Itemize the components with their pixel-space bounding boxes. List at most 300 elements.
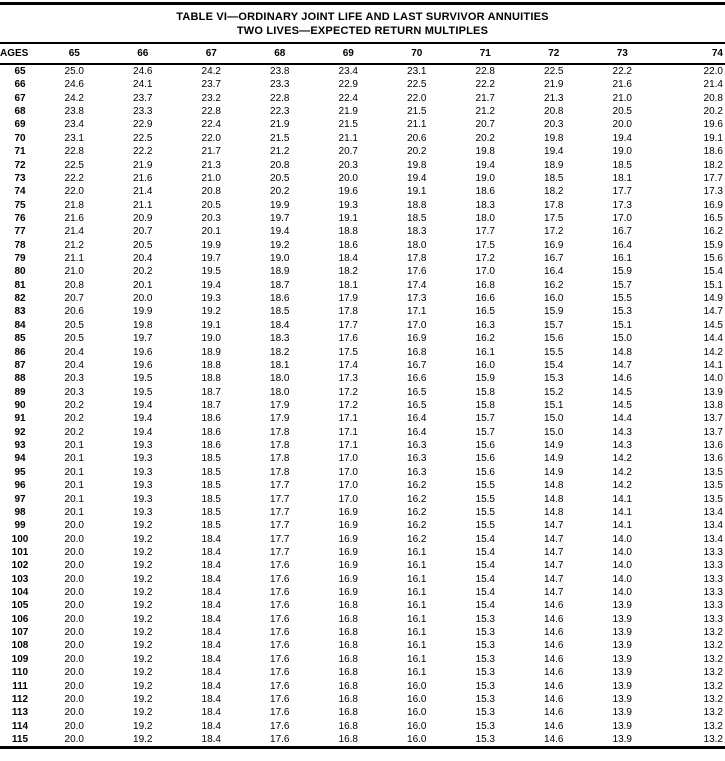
table-cell: 24.1: [133, 79, 153, 91]
table-cell: 18.8: [407, 199, 427, 211]
table-cell: 19.4: [270, 226, 290, 238]
table-cell: 22.3: [270, 106, 290, 118]
table-cell: 18.4: [270, 319, 290, 331]
table-cell: 18.3: [270, 333, 290, 345]
table-cell: 17.6: [270, 613, 290, 625]
table-cell: 18.5: [612, 159, 632, 171]
table-cell: 16.0: [407, 707, 427, 719]
table-cell: 18.2: [703, 159, 723, 171]
table-cell: 17.8: [270, 453, 290, 465]
table-cell: 13.9: [612, 653, 632, 665]
table-cell: 21.0: [201, 172, 221, 184]
table-cell: 17.7: [270, 506, 290, 518]
age-label: 92: [14, 426, 26, 438]
table-cell: 13.9: [703, 386, 723, 398]
table-row-age-93: [0, 439, 725, 452]
table-cell: 15.7: [612, 279, 632, 291]
table-cell: 16.8: [338, 640, 358, 652]
table-cell: 16.2: [544, 279, 564, 291]
age-label: 113: [11, 707, 29, 719]
table-cell: 20.6: [64, 306, 84, 318]
age-label: 103: [11, 573, 29, 585]
table-cell: 19.2: [133, 587, 153, 599]
table-row-age-102: [0, 559, 725, 572]
table-cell: 13.5: [703, 493, 723, 505]
table-cell: 19.6: [338, 186, 358, 198]
table-cell: 18.4: [201, 653, 221, 665]
table-cell: 14.6: [544, 600, 564, 612]
table-cell: 20.4: [64, 346, 84, 358]
age-label: 68: [14, 106, 26, 118]
table-cell: 14.1: [612, 493, 632, 505]
table-title-line-1: TABLE VI—ORDINARY JOINT LIFE AND LAST SURVIVOR ANNUITIES: [176, 11, 549, 23]
table-cell: 14.8: [544, 480, 564, 492]
table-cell: 16.9: [338, 520, 358, 532]
table-cell: 15.5: [612, 293, 632, 305]
table-cell: 14.9: [544, 466, 564, 478]
table-cell: 19.1: [338, 212, 358, 224]
table-cell: 14.2: [612, 480, 632, 492]
table-cell: 15.3: [475, 707, 495, 719]
table-cell: 19.2: [133, 600, 153, 612]
table-cell: 20.6: [407, 132, 427, 144]
table-cell: 18.4: [201, 546, 221, 558]
table-cell: 16.0: [407, 733, 427, 745]
table-cell: 20.0: [133, 293, 153, 305]
table-row-age-97: [0, 493, 725, 506]
table-row-age-86: [0, 346, 725, 359]
table-cell: 14.8: [612, 346, 632, 358]
table-cell: 18.3: [475, 199, 495, 211]
column-header-67: 67: [177, 43, 246, 64]
table-cell: 17.8: [270, 466, 290, 478]
table-cell: 17.6: [270, 573, 290, 585]
table-row-age-85: [0, 332, 725, 345]
table-cell: 21.5: [270, 132, 290, 144]
table-cell: 21.7: [475, 92, 495, 104]
table-cell: 16.0: [407, 680, 427, 692]
table-cell: 14.0: [612, 587, 632, 599]
table-cell: 20.0: [338, 172, 358, 184]
table-cell: 13.9: [612, 693, 632, 705]
table-cell: 19.0: [270, 253, 290, 265]
age-label: 95: [14, 466, 26, 478]
table-cell: 20.0: [64, 693, 84, 705]
table-cell: 16.0: [407, 720, 427, 732]
column-header-65: 65: [40, 43, 109, 64]
table-cell: 14.5: [612, 399, 632, 411]
table-cell: 15.6: [703, 253, 723, 265]
table-cell: 19.8: [475, 146, 495, 158]
table-cell: 21.6: [612, 79, 632, 91]
table-cell: 17.1: [338, 413, 358, 425]
table-cell: 13.9: [612, 707, 632, 719]
table-cell: 16.1: [612, 253, 632, 265]
table-cell: 14.6: [544, 707, 564, 719]
table-cell: 18.9: [270, 266, 290, 278]
age-label: 91: [14, 413, 26, 425]
table-row-age-96: [0, 479, 725, 492]
table-cell: 18.4: [201, 720, 221, 732]
table-row-age-73: [0, 172, 725, 185]
table-cell: 19.2: [133, 520, 153, 532]
table-cell: 16.7: [544, 253, 564, 265]
table-row-age-112: [0, 693, 725, 706]
table-row-age-105: [0, 599, 725, 612]
table-cell: 18.4: [201, 587, 221, 599]
table-cell: 16.4: [407, 413, 427, 425]
table-cell: 20.1: [64, 466, 84, 478]
table-cell: 15.5: [544, 346, 564, 358]
table-cell: 21.7: [201, 146, 221, 158]
table-cell: 18.8: [201, 373, 221, 385]
table-cell: 15.4: [475, 600, 495, 612]
table-cell: 20.1: [64, 506, 84, 518]
table-cell: 19.3: [133, 506, 153, 518]
table-cell: 20.3: [338, 159, 358, 171]
table-row-age-87: [0, 359, 725, 372]
table-cell: 20.0: [64, 680, 84, 692]
table-cell: 20.9: [133, 212, 153, 224]
table-cell: 17.6: [270, 707, 290, 719]
table-row-age-74: [0, 185, 725, 198]
table-cell: 19.6: [133, 346, 153, 358]
table-cell: 13.5: [703, 480, 723, 492]
table-cell: 21.6: [133, 172, 153, 184]
column-header-68: 68: [246, 43, 315, 64]
table-cell: 15.3: [475, 720, 495, 732]
table-row-age-81: [0, 279, 725, 292]
table-row-age-115: [0, 733, 725, 746]
table-cell: 23.3: [133, 106, 153, 118]
table-cell: 20.3: [64, 373, 84, 385]
table-row-age-113: [0, 706, 725, 719]
table-cell: 18.4: [201, 733, 221, 745]
table-row-age-89: [0, 386, 725, 399]
table-cell: 16.9: [338, 506, 358, 518]
table-cell: 17.0: [338, 466, 358, 478]
table-cell: 18.5: [201, 506, 221, 518]
age-label: 84: [14, 319, 26, 331]
table-cell: 15.5: [475, 480, 495, 492]
table-cell: 22.0: [64, 186, 84, 198]
table-cell: 16.2: [407, 493, 427, 505]
table-cell: 16.2: [475, 333, 495, 345]
table-cell: 13.9: [612, 720, 632, 732]
age-label: 87: [14, 359, 26, 371]
table-cell: 14.7: [544, 546, 564, 558]
table-cell: 20.0: [64, 707, 84, 719]
table-cell: 20.1: [64, 480, 84, 492]
table-title-line-2: TWO LIVES—EXPECTED RETURN MULTIPLES: [236, 25, 489, 37]
age-label: 79: [14, 253, 26, 265]
table-cell: 22.5: [133, 132, 153, 144]
table-cell: 14.4: [612, 413, 632, 425]
table-cell: 16.1: [407, 600, 427, 612]
age-label: 111: [12, 680, 28, 692]
table-cell: 14.0: [612, 546, 632, 558]
table-cell: 21.9: [544, 79, 564, 91]
table-cell: 18.4: [201, 707, 221, 719]
table-cell: 18.5: [544, 172, 564, 184]
age-label: 90: [14, 399, 26, 411]
table-row-age-92: [0, 426, 725, 439]
table-cell: 20.7: [475, 119, 495, 131]
table-cell: 16.9: [544, 239, 564, 251]
table-row-age-101: [0, 546, 725, 559]
age-label: 99: [14, 520, 26, 532]
table-cell: 19.2: [133, 653, 153, 665]
table-cell: 17.5: [544, 212, 564, 224]
table-cell: 13.2: [703, 627, 723, 639]
table-cell: 23.3: [270, 79, 290, 91]
table-cell: 14.6: [544, 693, 564, 705]
table-cell: 20.8: [544, 106, 564, 118]
age-label: 112: [11, 693, 29, 705]
age-label: 75: [14, 199, 26, 211]
column-header-66: 66: [109, 43, 178, 64]
table-cell: 22.4: [338, 92, 358, 104]
table-cell: 21.2: [64, 239, 84, 251]
table-cell: 19.4: [407, 172, 427, 184]
table-cell: 17.2: [544, 226, 564, 238]
table-cell: 19.3: [133, 480, 153, 492]
column-header-74: 74: [657, 43, 725, 64]
age-label: 89: [14, 386, 26, 398]
table-cell: 18.6: [270, 293, 290, 305]
table-cell: 15.3: [612, 306, 632, 318]
table-cell: 20.2: [407, 146, 427, 158]
table-row-age-76: [0, 212, 725, 225]
table-cell: 22.0: [201, 132, 221, 144]
table-title-block: [0, 5, 725, 42]
table-cell: 15.9: [475, 373, 495, 385]
table-cell: 16.4: [612, 239, 632, 251]
age-label: 115: [11, 733, 29, 745]
table-cell: 21.2: [270, 146, 290, 158]
table-cell: 19.9: [133, 306, 153, 318]
table-cell: 14.0: [703, 373, 723, 385]
table-cell: 17.6: [338, 333, 358, 345]
table-row-age-80: [0, 265, 725, 278]
table-cell: 21.3: [544, 92, 564, 104]
table-cell: 22.8: [64, 146, 84, 158]
table-cell: 14.2: [703, 346, 723, 358]
table-cell: 21.4: [703, 79, 723, 91]
table-cell: 17.1: [338, 440, 358, 452]
table-header-row: [0, 43, 725, 64]
table-cell: 19.6: [703, 119, 723, 131]
table-cell: 16.0: [475, 359, 495, 371]
table-cell: 20.4: [133, 253, 153, 265]
table-cell: 20.8: [270, 159, 290, 171]
table-cell: 19.4: [133, 399, 153, 411]
table-cell: 17.0: [338, 453, 358, 465]
table-cell: 19.0: [201, 333, 221, 345]
table-cell: 13.6: [703, 453, 723, 465]
table-cell: 19.2: [133, 693, 153, 705]
table-cell: 15.0: [544, 413, 564, 425]
table-cell: 15.9: [544, 306, 564, 318]
age-label: 85: [14, 333, 26, 345]
age-label: 106: [11, 613, 29, 625]
table-cell: 17.4: [407, 279, 427, 291]
table-cell: 16.1: [407, 587, 427, 599]
table-cell: 17.2: [338, 386, 358, 398]
table-row-age-100: [0, 533, 725, 546]
table-cell: 15.4: [475, 587, 495, 599]
table-cell: 16.7: [407, 359, 427, 371]
table-cell: 16.3: [407, 440, 427, 452]
table-cell: 16.9: [338, 546, 358, 558]
column-header-70: 70: [383, 43, 452, 64]
table-cell: 14.9: [544, 440, 564, 452]
table-cell: 16.1: [407, 546, 427, 558]
table-cell: 17.6: [270, 693, 290, 705]
table-cell: 18.4: [201, 573, 221, 585]
table-cell: 24.2: [201, 66, 221, 77]
table-cell: 19.4: [133, 413, 153, 425]
table-cell: 16.7: [612, 226, 632, 238]
table-cell: 18.1: [338, 279, 358, 291]
table-cell: 22.2: [133, 146, 153, 158]
table-cell: 19.4: [612, 132, 632, 144]
age-label: 70: [14, 132, 26, 144]
table-cell: 18.6: [475, 186, 495, 198]
table-cell: 16.8: [338, 733, 358, 745]
age-label: 107: [11, 627, 29, 639]
age-label: 67: [14, 92, 26, 104]
table-cell: 22.9: [133, 119, 153, 131]
table-cell: 19.9: [201, 239, 221, 251]
table-cell: 18.7: [201, 386, 221, 398]
age-label: 74: [14, 186, 26, 198]
table-cell: 16.9: [703, 199, 723, 211]
table-cell: 17.6: [270, 653, 290, 665]
table-cell: 20.2: [475, 132, 495, 144]
table-cell: 20.1: [201, 226, 221, 238]
table-cell: 15.3: [475, 613, 495, 625]
table-row-age-70: [0, 132, 725, 145]
table-cell: 20.3: [64, 386, 84, 398]
table-cell: 16.8: [338, 720, 358, 732]
table-cell: 15.6: [475, 440, 495, 452]
age-label: 108: [11, 640, 29, 652]
table-cell: 15.3: [475, 667, 495, 679]
table-cell: 18.4: [201, 600, 221, 612]
age-label: 83: [14, 306, 26, 318]
table-cell: 21.8: [64, 199, 84, 211]
table-cell: 13.2: [703, 667, 723, 679]
table-cell: 17.3: [338, 373, 358, 385]
table-cell: 14.2: [612, 453, 632, 465]
table-cell: 19.3: [133, 453, 153, 465]
column-header-69: 69: [314, 43, 383, 64]
table-cell: 13.4: [703, 533, 723, 545]
table-cell: 14.6: [544, 680, 564, 692]
table-cell: 17.4: [338, 359, 358, 371]
table-cell: 14.2: [612, 466, 632, 478]
table-row-age-114: [0, 720, 725, 733]
age-label: 102: [11, 560, 29, 572]
age-label: 71: [14, 146, 26, 158]
table-cell: 20.0: [64, 653, 84, 665]
table-cell: 19.2: [133, 613, 153, 625]
table-cell: 16.4: [544, 266, 564, 278]
table-cell: 22.8: [270, 92, 290, 104]
table-cell: 16.8: [475, 279, 495, 291]
table-cell: 21.0: [64, 266, 84, 278]
table-cell: 20.0: [612, 119, 632, 131]
table-cell: 16.8: [338, 680, 358, 692]
table-cell: 17.7: [270, 546, 290, 558]
table-cell: 16.1: [407, 667, 427, 679]
table-cell: 15.7: [475, 426, 495, 438]
table-cell: 19.0: [475, 172, 495, 184]
table-cell: 20.1: [64, 440, 84, 452]
table-cell: 13.7: [703, 413, 723, 425]
table-cell: 13.3: [703, 613, 723, 625]
table-cell: 20.2: [64, 399, 84, 411]
table-cell: 17.8: [270, 440, 290, 452]
table-cell: 16.2: [703, 226, 723, 238]
table-cell: 14.1: [703, 359, 723, 371]
table-cell: 22.0: [703, 66, 723, 77]
table-cell: 20.0: [64, 533, 84, 545]
table-cell: 14.0: [612, 533, 632, 545]
table-cell: 16.1: [407, 627, 427, 639]
table-cell: 18.6: [201, 413, 221, 425]
table-cell: 23.1: [64, 132, 84, 144]
table-cell: 14.6: [544, 627, 564, 639]
table-row-age-78: [0, 239, 725, 252]
table-cell: 18.2: [544, 186, 564, 198]
table-cell: 19.2: [133, 720, 153, 732]
table-cell: 15.7: [475, 413, 495, 425]
table-cell: 19.2: [133, 573, 153, 585]
table-cell: 19.3: [338, 199, 358, 211]
table-cell: 18.6: [201, 426, 221, 438]
table-cell: 23.7: [201, 79, 221, 91]
table-cell: 16.2: [407, 520, 427, 532]
column-header-ages: AGES: [0, 43, 40, 64]
table-cell: 15.4: [475, 560, 495, 572]
table-cell: 16.2: [407, 480, 427, 492]
table-cell: 15.3: [475, 680, 495, 692]
table-cell: 20.3: [201, 212, 221, 224]
table-cell: 19.8: [133, 319, 153, 331]
table-cell: 13.3: [703, 573, 723, 585]
table-cell: 23.4: [64, 119, 84, 131]
table-cell: 18.9: [201, 346, 221, 358]
table-cell: 15.1: [703, 279, 723, 291]
table-cell: 13.5: [703, 466, 723, 478]
table-cell: 17.7: [270, 533, 290, 545]
table-cell: 20.0: [64, 733, 84, 745]
table-cell: 18.4: [201, 613, 221, 625]
table-cell: 15.3: [475, 653, 495, 665]
table-row-age-110: [0, 666, 725, 679]
table-row-age-108: [0, 639, 725, 652]
table-cell: 14.6: [544, 720, 564, 732]
age-label: 72: [14, 159, 26, 171]
table-cell: 16.8: [338, 653, 358, 665]
table-cell: 14.7: [544, 560, 564, 572]
table-cell: 22.2: [64, 172, 84, 184]
table-cell: 21.1: [407, 119, 427, 131]
table-cell: 17.3: [407, 293, 427, 305]
table-cell: 23.4: [338, 66, 358, 77]
